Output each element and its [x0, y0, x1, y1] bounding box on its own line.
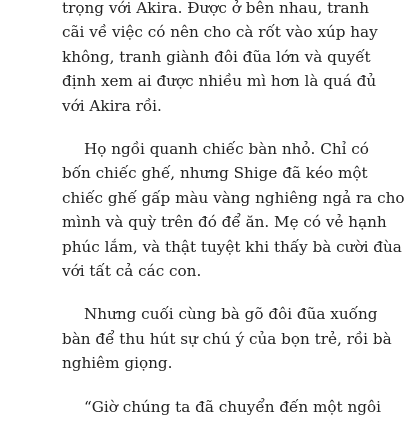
text-line: cãi về việc có nên cho cà rốt vào xúp hay — [62, 23, 378, 42]
page-text — [62, 0, 405, 438]
text-line: với tất cả các con. — [62, 262, 202, 281]
paragraph-3 — [62, 302, 392, 375]
text-line: mình và quỳ trên đó để ăn. Mẹ có vẻ hạnh — [62, 213, 387, 232]
text-line: Nhưng cuối cùng bà gõ đôi đũa xuống — [84, 305, 378, 324]
text-line: với Akira rồi. — [62, 96, 162, 115]
text-line: bàn để thu hút sự chú ý của bọn trẻ, rồi bà — [62, 329, 392, 348]
paragraph-1 — [62, 0, 378, 118]
paragraph-4 — [62, 395, 381, 419]
paragraph-2 — [62, 137, 405, 283]
text-line: nghiêm giọng. — [62, 354, 173, 373]
text-line: định xem ai được nhiều mì hơn là quá đủ — [62, 72, 377, 91]
text-line: “Giờ chúng ta đã chuyển đến một ngôi — [84, 397, 381, 416]
text-line: phúc lắm, và thật tuyệt khi thấy bà cười đùa — [62, 237, 402, 256]
text-line: trọng với Akira. Được ở bên nhau, tranh — [62, 0, 370, 17]
text-line: Họ ngồi quanh chiếc bàn nhỏ. Chỉ có — [84, 140, 369, 159]
text-line: bốn chiếc ghế, nhưng Shige đã kéo một — [62, 164, 368, 183]
text-line: chiếc ghế gấp màu vàng nghiêng ngả ra cho — [62, 188, 405, 207]
text-line: không, tranh giành đôi đũa lớn và quyết — [62, 47, 371, 66]
